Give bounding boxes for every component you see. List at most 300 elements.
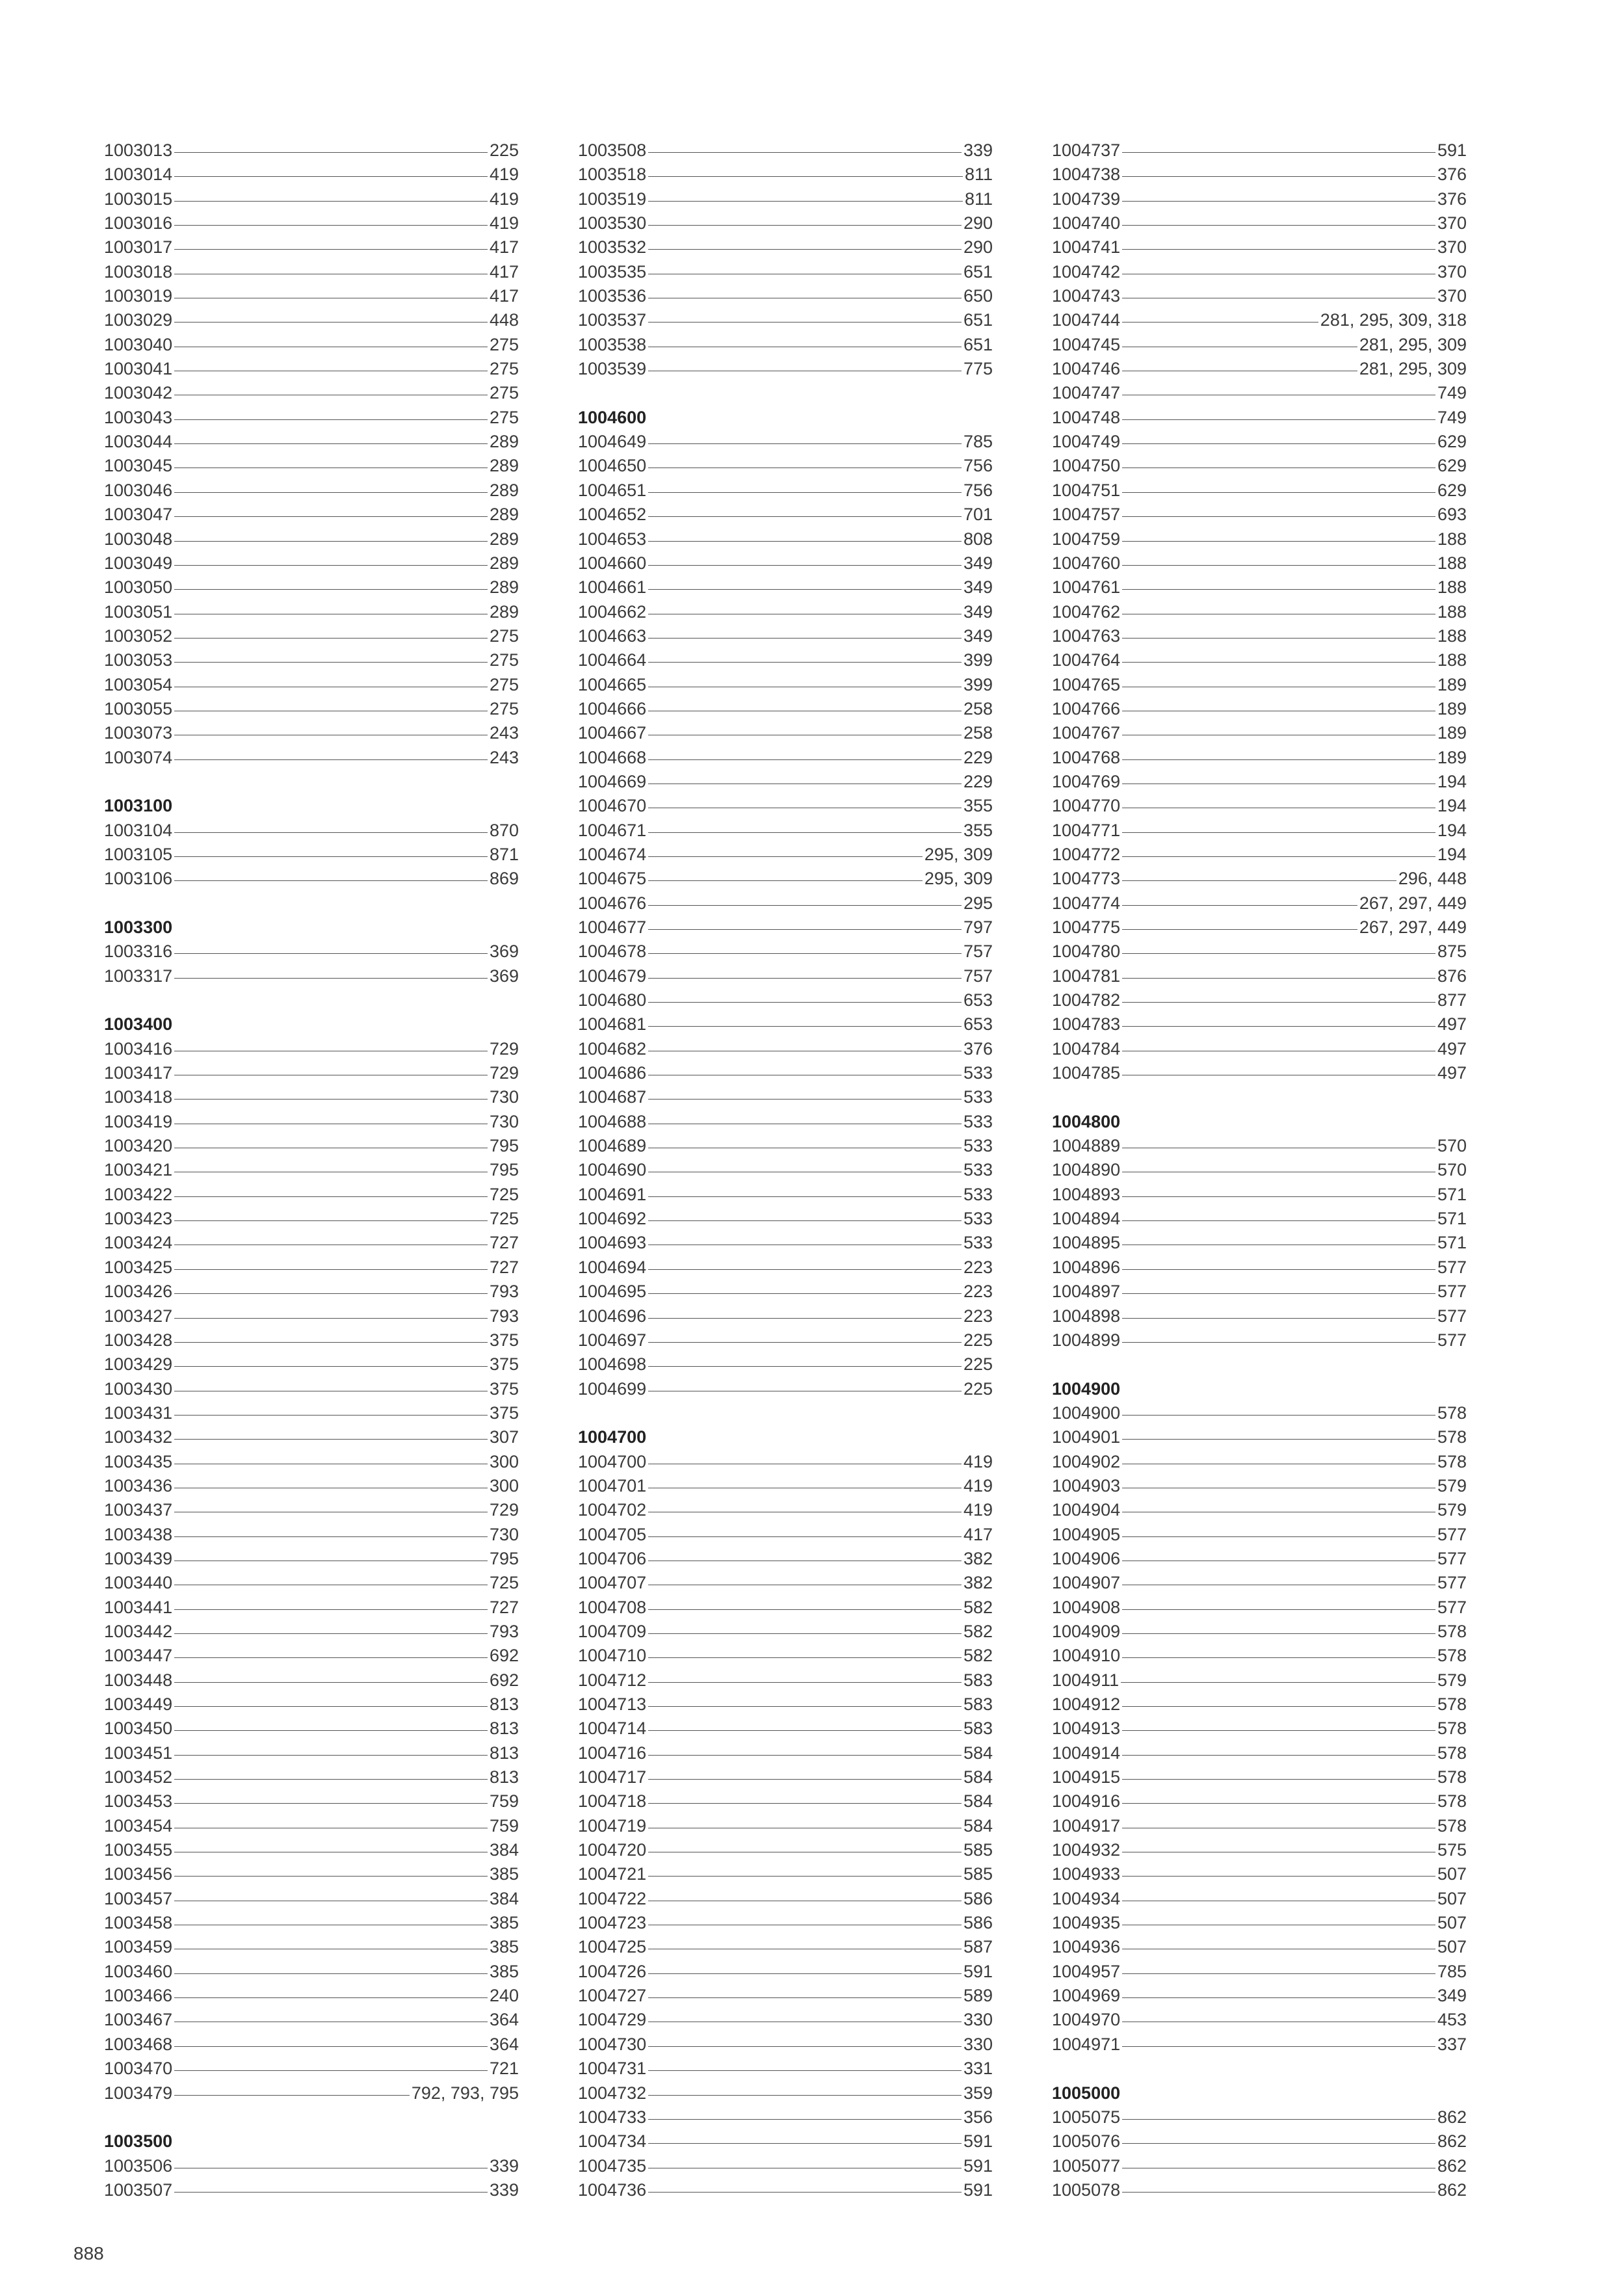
entry-code: 1004767 bbox=[1052, 723, 1121, 743]
leader-line bbox=[648, 1002, 962, 1003]
entry-pages: 188 bbox=[1437, 553, 1467, 573]
entry-pages: 258 bbox=[963, 698, 993, 718]
entry-code: 1004671 bbox=[578, 820, 647, 840]
entry-pages: 586 bbox=[963, 1913, 993, 1933]
index-entry bbox=[104, 1280, 519, 1304]
entry-code: 1005077 bbox=[1052, 2155, 1121, 2176]
entry-pages: 729 bbox=[489, 1063, 519, 1083]
entry-code: 1004665 bbox=[578, 674, 647, 694]
entry-code: 1003052 bbox=[104, 626, 173, 646]
entry-pages: 692 bbox=[489, 1670, 519, 1690]
index-entry bbox=[104, 1693, 519, 1717]
leader-line bbox=[174, 1682, 488, 1683]
index-entry bbox=[578, 357, 993, 381]
entry-code: 1003014 bbox=[104, 165, 173, 185]
index-entry bbox=[1052, 163, 1467, 187]
entry-code: 1003457 bbox=[104, 1888, 173, 1908]
entry-pages: 300 bbox=[489, 1475, 519, 1495]
index-entry bbox=[104, 1425, 519, 1449]
entry-code: 1003440 bbox=[104, 1573, 173, 1593]
entry-pages: 281, 295, 309 bbox=[1359, 359, 1467, 379]
entry-pages: 330 bbox=[963, 2034, 993, 2054]
group-heading: 1003400 bbox=[104, 1014, 173, 1034]
index-entry bbox=[1052, 2178, 1467, 2202]
entry-pages: 295, 309 bbox=[924, 844, 993, 864]
entry-pages: 375 bbox=[489, 1354, 519, 1375]
entry-pages: 375 bbox=[489, 1403, 519, 1423]
entry-pages: 382 bbox=[963, 1548, 993, 1568]
leader-line bbox=[174, 1730, 488, 1731]
entry-code: 1004913 bbox=[1052, 1719, 1121, 1739]
entry-code: 1004932 bbox=[1052, 1840, 1121, 1860]
entry-code: 1003467 bbox=[104, 2010, 173, 2030]
entry-pages: 870 bbox=[489, 820, 519, 840]
index-entry bbox=[578, 454, 993, 478]
entry-pages: 385 bbox=[489, 1937, 519, 1957]
index-entry bbox=[104, 1304, 519, 1328]
entry-pages: 275 bbox=[489, 650, 519, 670]
entry-pages: 296, 448 bbox=[1398, 869, 1467, 889]
index-entry bbox=[104, 575, 519, 599]
leader-line bbox=[648, 1755, 962, 1756]
group-heading: 1004900 bbox=[1052, 1378, 1121, 1399]
leader-line bbox=[648, 638, 962, 639]
entry-code: 1004761 bbox=[1052, 577, 1121, 598]
entry-pages: 331 bbox=[963, 2059, 993, 2079]
leader-line bbox=[648, 2095, 962, 2096]
group-heading: 1003100 bbox=[104, 796, 173, 816]
entry-pages: 533 bbox=[963, 1063, 993, 1083]
entry-code: 1003430 bbox=[104, 1378, 173, 1399]
entry-code: 1003041 bbox=[104, 359, 173, 379]
entry-code: 1003429 bbox=[104, 1354, 173, 1375]
entry-code: 1004890 bbox=[1052, 1160, 1121, 1180]
entry-code: 1004898 bbox=[1052, 1306, 1121, 1326]
leader-line bbox=[1122, 176, 1435, 177]
entry-pages: 375 bbox=[489, 1330, 519, 1350]
index-entry bbox=[104, 357, 519, 381]
index-entry bbox=[578, 988, 993, 1012]
entry-pages: 729 bbox=[489, 1038, 519, 1059]
entry-code: 1004702 bbox=[578, 1500, 647, 1520]
entry-code: 1003018 bbox=[104, 261, 173, 282]
entry-pages: 582 bbox=[963, 1597, 993, 1617]
leader-line bbox=[174, 953, 488, 954]
index-entry bbox=[1052, 600, 1467, 624]
leader-line bbox=[648, 1342, 962, 1343]
leader-line bbox=[1122, 201, 1435, 202]
leader-line bbox=[648, 759, 962, 760]
entry-pages: 453 bbox=[1437, 2010, 1467, 2030]
entry-pages: 267, 297, 449 bbox=[1359, 893, 1467, 913]
index-entry bbox=[104, 2033, 519, 2057]
entry-pages: 579 bbox=[1437, 1500, 1467, 1520]
entry-pages: 756 bbox=[963, 480, 993, 500]
index-entry bbox=[104, 235, 519, 259]
entry-pages: 813 bbox=[489, 1767, 519, 1787]
entry-pages: 578 bbox=[1437, 1719, 1467, 1739]
index-entry bbox=[578, 138, 993, 163]
entry-code: 1004933 bbox=[1052, 1864, 1121, 1884]
entry-pages: 419 bbox=[489, 165, 519, 185]
entry-code: 1003507 bbox=[104, 2180, 173, 2200]
leader-line bbox=[1122, 1220, 1435, 1221]
leader-line bbox=[1122, 1657, 1435, 1658]
leader-line bbox=[1122, 541, 1435, 542]
entry-pages: 785 bbox=[963, 432, 993, 452]
index-entry bbox=[1052, 187, 1467, 211]
entry-code: 1004912 bbox=[1052, 1694, 1121, 1714]
entry-pages: 223 bbox=[963, 1257, 993, 1277]
entry-code: 1003044 bbox=[104, 432, 173, 452]
leader-line bbox=[648, 1318, 962, 1319]
entry-pages: 577 bbox=[1437, 1524, 1467, 1544]
entry-pages: 584 bbox=[963, 1815, 993, 1836]
leader-line bbox=[174, 1706, 488, 1707]
index-entry bbox=[1052, 308, 1467, 332]
entry-code: 1003506 bbox=[104, 2155, 173, 2176]
entry-code: 1003416 bbox=[104, 1038, 173, 1059]
entry-code: 1004716 bbox=[578, 1743, 647, 1763]
index-entry bbox=[578, 746, 993, 770]
index-entry bbox=[578, 1814, 993, 1838]
entry-code: 1004905 bbox=[1052, 1524, 1121, 1544]
entry-code: 1004727 bbox=[578, 1986, 647, 2006]
entry-code: 1004916 bbox=[1052, 1791, 1121, 1811]
leader-line bbox=[174, 249, 488, 250]
leader-line bbox=[648, 152, 962, 153]
index-entry bbox=[104, 503, 519, 527]
entry-code: 1004723 bbox=[578, 1913, 647, 1933]
leader-line bbox=[1122, 2046, 1435, 2047]
index-entry bbox=[104, 1207, 519, 1231]
index-entry bbox=[578, 940, 993, 964]
entry-pages: 243 bbox=[489, 747, 519, 767]
entry-code: 1004914 bbox=[1052, 1743, 1121, 1763]
index-entry bbox=[1052, 819, 1467, 843]
index-entry bbox=[578, 1741, 993, 1765]
entry-pages: 290 bbox=[963, 213, 993, 233]
index-entry bbox=[1052, 2008, 1467, 2032]
entry-code: 1004721 bbox=[578, 1864, 647, 1884]
index-entry bbox=[1052, 1693, 1467, 1717]
index-entry bbox=[1052, 1765, 1467, 1789]
entry-pages: 571 bbox=[1437, 1184, 1467, 1204]
leader-line bbox=[648, 905, 962, 906]
leader-line bbox=[174, 225, 488, 226]
leader-line bbox=[174, 1997, 488, 1998]
leader-line bbox=[648, 443, 962, 444]
entry-code: 1004909 bbox=[1052, 1621, 1121, 1641]
index-entry bbox=[104, 624, 519, 648]
index-entry bbox=[578, 794, 993, 818]
index-entry bbox=[104, 430, 519, 454]
leader-line bbox=[174, 1755, 488, 1756]
entry-code: 1003317 bbox=[104, 966, 173, 986]
entry-code: 1004915 bbox=[1052, 1767, 1121, 1787]
entry-pages: 384 bbox=[489, 1840, 519, 1860]
index-entry bbox=[578, 551, 993, 575]
index-entry bbox=[1052, 1814, 1467, 1838]
leader-line bbox=[1122, 2143, 1435, 2144]
index-entry bbox=[104, 454, 519, 478]
leader-line bbox=[1122, 1293, 1435, 1294]
entry-pages: 385 bbox=[489, 1913, 519, 1933]
index-entry bbox=[104, 527, 519, 551]
index-entry bbox=[104, 2154, 519, 2178]
entry-code: 1004690 bbox=[578, 1160, 647, 1180]
entry-code: 1004688 bbox=[578, 1111, 647, 1131]
leader-line bbox=[648, 1536, 962, 1537]
entry-code: 1004908 bbox=[1052, 1597, 1121, 1617]
entry-pages: 419 bbox=[963, 1451, 993, 1471]
index-entry bbox=[104, 211, 519, 235]
entry-code: 1003432 bbox=[104, 1427, 173, 1447]
leader-line bbox=[648, 1196, 962, 1197]
index-entry bbox=[104, 940, 519, 964]
entry-pages: 289 bbox=[489, 432, 519, 452]
leader-line bbox=[648, 978, 962, 979]
entry-pages: 497 bbox=[1437, 1014, 1467, 1034]
entry-code: 1004765 bbox=[1052, 674, 1121, 694]
entry-code: 1003048 bbox=[104, 529, 173, 549]
leader-line bbox=[174, 1609, 488, 1610]
entry-code: 1004770 bbox=[1052, 796, 1121, 816]
entry-code: 1004693 bbox=[578, 1233, 647, 1253]
index-entry bbox=[104, 1668, 519, 1693]
entry-pages: 727 bbox=[489, 1233, 519, 1253]
entry-pages: 757 bbox=[963, 942, 993, 962]
index-entry bbox=[104, 721, 519, 745]
entry-pages: 759 bbox=[489, 1791, 519, 1811]
entry-pages: 862 bbox=[1437, 2131, 1467, 2152]
entry-code: 1004650 bbox=[578, 456, 647, 476]
entry-pages: 419 bbox=[489, 189, 519, 209]
entry-pages: 725 bbox=[489, 1184, 519, 1204]
entry-code: 1004745 bbox=[1052, 334, 1121, 354]
index-entry bbox=[1052, 1280, 1467, 1304]
leader-line bbox=[174, 1536, 488, 1537]
entry-pages: 188 bbox=[1437, 577, 1467, 598]
index-entry bbox=[104, 1256, 519, 1280]
entry-pages: 225 bbox=[963, 1330, 993, 1350]
index-entry bbox=[1052, 1328, 1467, 1352]
entry-code: 1004712 bbox=[578, 1670, 647, 1690]
entry-code: 1004768 bbox=[1052, 747, 1121, 767]
entry-code: 1003538 bbox=[578, 334, 647, 354]
index-entry bbox=[104, 819, 519, 843]
index-entry bbox=[1052, 721, 1467, 745]
entry-pages: 811 bbox=[964, 189, 993, 209]
leader-line bbox=[1122, 1342, 1435, 1343]
entry-code: 1004751 bbox=[1052, 480, 1121, 500]
index-entry bbox=[1052, 2105, 1467, 2129]
entry-pages: 650 bbox=[963, 286, 993, 306]
entry-pages: 792, 793, 795 bbox=[411, 2083, 519, 2103]
entry-code: 1003426 bbox=[104, 1282, 173, 1302]
entry-pages: 651 bbox=[963, 310, 993, 330]
leader-line bbox=[174, 2046, 488, 2047]
index-entry bbox=[1052, 381, 1467, 405]
index-entry bbox=[104, 284, 519, 308]
group-spacer bbox=[104, 770, 519, 794]
entry-pages: 730 bbox=[489, 1087, 519, 1107]
entry-pages: 349 bbox=[1437, 1986, 1467, 2006]
entry-code: 1003436 bbox=[104, 1475, 173, 1495]
index-entry bbox=[104, 746, 519, 770]
entry-pages: 229 bbox=[963, 771, 993, 791]
entry-code: 1003518 bbox=[578, 165, 647, 185]
leader-line bbox=[648, 1633, 962, 1634]
entry-code: 1004669 bbox=[578, 771, 647, 791]
leader-line bbox=[174, 1220, 488, 1221]
entry-code: 1003045 bbox=[104, 456, 173, 476]
entry-pages: 877 bbox=[1437, 990, 1467, 1010]
index-entry bbox=[578, 1960, 993, 1984]
entry-pages: 385 bbox=[489, 1961, 519, 1981]
index-column-3 bbox=[1052, 138, 1467, 2202]
entry-pages: 591 bbox=[963, 1961, 993, 1981]
entry-pages: 349 bbox=[963, 601, 993, 622]
entry-code: 1004780 bbox=[1052, 942, 1121, 962]
entry-pages: 589 bbox=[963, 1986, 993, 2006]
index-entry bbox=[104, 1789, 519, 1813]
index-entry bbox=[1052, 211, 1467, 235]
entry-pages: 289 bbox=[489, 480, 519, 500]
leader-line bbox=[1122, 225, 1435, 226]
index-entry bbox=[578, 260, 993, 284]
index-entry bbox=[104, 1984, 519, 2008]
entry-pages: 289 bbox=[489, 553, 519, 573]
entry-code: 1004678 bbox=[578, 942, 647, 962]
index-entry bbox=[578, 600, 993, 624]
leader-line bbox=[1122, 1876, 1435, 1877]
entry-code: 1004701 bbox=[578, 1475, 647, 1495]
leader-line bbox=[648, 1876, 962, 1877]
entry-pages: 587 bbox=[963, 1937, 993, 1957]
index-entry bbox=[1052, 1741, 1467, 1765]
leader-line bbox=[174, 880, 488, 881]
index-entry bbox=[578, 2105, 993, 2129]
index-entry bbox=[1052, 794, 1467, 818]
entry-code: 1004893 bbox=[1052, 1184, 1121, 1204]
leader-line bbox=[1122, 249, 1435, 250]
entry-pages: 339 bbox=[489, 2180, 519, 2200]
entry-code: 1004731 bbox=[578, 2059, 647, 2079]
entry-pages: 749 bbox=[1437, 407, 1467, 427]
index-entry bbox=[578, 673, 993, 697]
entry-pages: 692 bbox=[489, 1646, 519, 1666]
index-entry bbox=[1052, 1012, 1467, 1036]
index-entry bbox=[578, 503, 993, 527]
entry-pages: 585 bbox=[963, 1840, 993, 1860]
leader-line bbox=[648, 1706, 962, 1707]
index-entry bbox=[104, 1523, 519, 1547]
entry-code: 1003536 bbox=[578, 286, 647, 306]
leader-line bbox=[648, 1997, 962, 1998]
leader-line bbox=[1122, 516, 1435, 517]
leader-line bbox=[648, 1220, 962, 1221]
index-entry bbox=[1052, 1862, 1467, 1886]
entry-pages: 289 bbox=[489, 505, 519, 525]
index-entry bbox=[578, 2178, 993, 2202]
index-entry bbox=[578, 867, 993, 891]
entry-code: 1005075 bbox=[1052, 2107, 1121, 2127]
entry-pages: 795 bbox=[489, 1136, 519, 1156]
entry-pages: 575 bbox=[1437, 1840, 1467, 1860]
index-entry bbox=[1052, 770, 1467, 794]
leader-line bbox=[1122, 905, 1357, 906]
entry-pages: 578 bbox=[1437, 1815, 1467, 1836]
index-entry bbox=[1052, 891, 1467, 916]
index-entry bbox=[104, 1401, 519, 1425]
entry-pages: 578 bbox=[1437, 1621, 1467, 1641]
leader-line bbox=[648, 1366, 962, 1367]
entry-pages: 370 bbox=[1437, 286, 1467, 306]
entry-pages: 275 bbox=[489, 407, 519, 427]
entry-code: 1004783 bbox=[1052, 1014, 1121, 1034]
index-entry bbox=[1052, 1523, 1467, 1547]
index-entry bbox=[1052, 1960, 1467, 1984]
entry-pages: 355 bbox=[963, 820, 993, 840]
entry-pages: 258 bbox=[963, 723, 993, 743]
leader-line bbox=[648, 1973, 962, 1974]
index-entry bbox=[104, 1935, 519, 1959]
entry-code: 1004674 bbox=[578, 844, 647, 864]
index-entry bbox=[1052, 624, 1467, 648]
index-entry bbox=[578, 1862, 993, 1886]
group-spacer bbox=[1052, 1352, 1467, 1377]
entry-code: 1003441 bbox=[104, 1597, 173, 1617]
entry-code: 1003535 bbox=[578, 261, 647, 282]
leader-line bbox=[648, 249, 962, 250]
index-entry bbox=[578, 1061, 993, 1085]
index-entry bbox=[104, 381, 519, 405]
entry-pages: 229 bbox=[963, 747, 993, 767]
index-entry bbox=[1052, 1911, 1467, 1935]
entry-code: 1004936 bbox=[1052, 1937, 1121, 1957]
leader-line bbox=[648, 1682, 962, 1683]
index-entry bbox=[1052, 916, 1467, 940]
entry-code: 1004714 bbox=[578, 1719, 647, 1739]
entry-code: 1004900 bbox=[1052, 1403, 1121, 1423]
leader-line bbox=[174, 2070, 488, 2071]
index-entry bbox=[104, 479, 519, 503]
index-entry bbox=[1052, 1474, 1467, 1498]
entry-code: 1003106 bbox=[104, 869, 173, 889]
entry-pages: 497 bbox=[1437, 1063, 1467, 1083]
entry-code: 1004910 bbox=[1052, 1646, 1121, 1666]
entry-pages: 730 bbox=[489, 1111, 519, 1131]
entry-pages: 591 bbox=[963, 2155, 993, 2176]
leader-line bbox=[648, 565, 962, 566]
index-entry bbox=[104, 1620, 519, 1644]
leader-line bbox=[174, 1196, 488, 1197]
index-entry bbox=[1052, 284, 1467, 308]
leader-line bbox=[174, 1318, 488, 1319]
index-entry bbox=[104, 1741, 519, 1765]
entry-code: 1004709 bbox=[578, 1621, 647, 1641]
index-entry bbox=[578, 1085, 993, 1109]
leader-line bbox=[174, 2192, 488, 2193]
leader-line bbox=[1122, 638, 1435, 639]
entry-code: 1003532 bbox=[578, 237, 647, 257]
entry-pages: 349 bbox=[963, 577, 993, 598]
entry-code: 1004969 bbox=[1052, 1986, 1121, 2006]
index-entry bbox=[1052, 260, 1467, 284]
entry-pages: 579 bbox=[1437, 1475, 1467, 1495]
entry-code: 1004736 bbox=[578, 2180, 647, 2200]
